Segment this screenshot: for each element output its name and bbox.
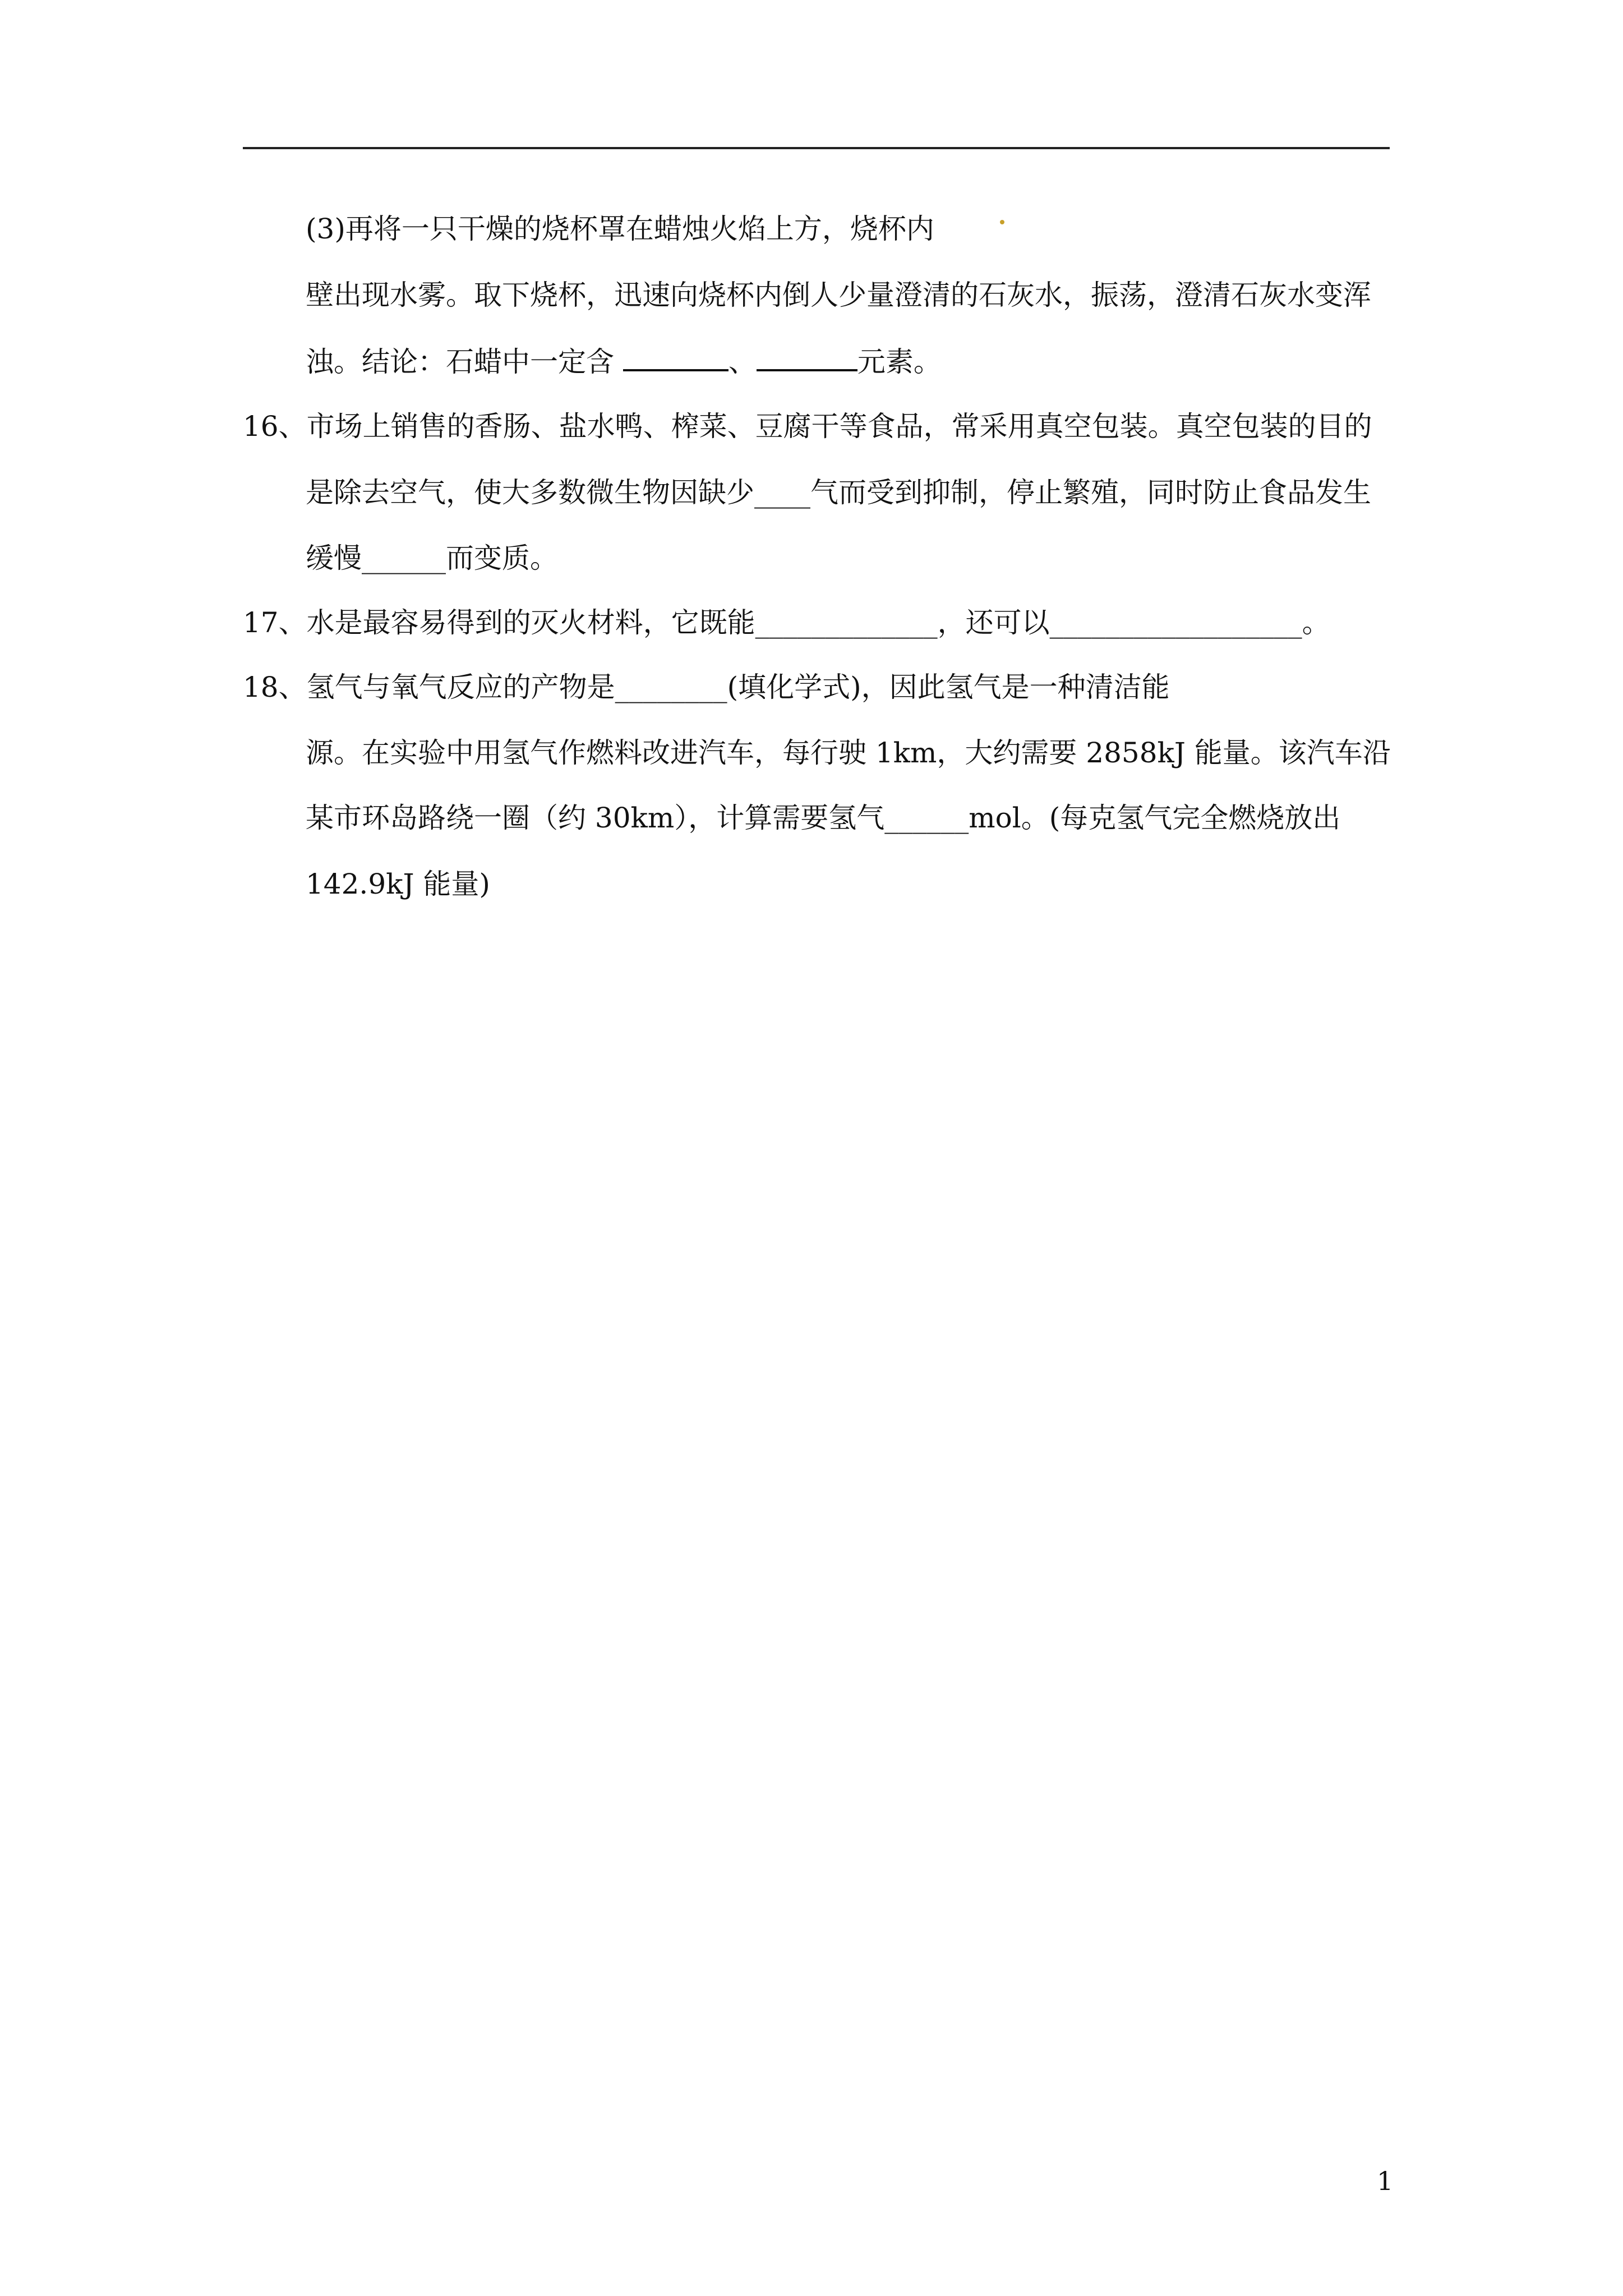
question-18-line-4: 142.9kJ 能量) — [306, 868, 490, 900]
element-blank-1 — [623, 343, 728, 371]
continuation-line-1: (3)再将一只干燥的烧杯罩在蜡烛火焰上方，烧杯内 — [306, 213, 934, 245]
question-16-line-1: 16、市场上销售的香肠、盐水鸭、榨菜、豆腐干等食品，常采用真空包装。真空包装的目的 — [243, 410, 1372, 443]
stray-dot-mark — [1000, 220, 1004, 224]
page-number: 1 — [1377, 2166, 1394, 2196]
question-18-line-3: 某市环岛路绕一圈（约 30km），计算需要氢气______mol。(每克氢气完全燃烧放出 — [306, 802, 1341, 834]
conclusion-text: 浊。结论：石蜡中一定含 — [306, 346, 623, 378]
header-rule — [243, 147, 1390, 149]
question-17-line-1: 17、水是最容易得到的灭火材料，它既能_____________，还可以__________________。 — [243, 606, 1330, 639]
separator: 、 — [728, 346, 757, 378]
question-18-line-2: 源。在实验中用氢气作燃料改进汽车，每行驶 1km，大约需要 2858kJ 能量。该汽车沿 — [306, 737, 1391, 769]
question-16-line-3: 缓慢______而变质。 — [306, 542, 558, 574]
conclusion-suffix: 元素。 — [857, 346, 942, 378]
question-18-line-1: 18、氢气与氧气反应的产物是________(填化学式)，因此氢气是一种清洁能 — [243, 671, 1170, 703]
continuation-line-2: 壁出现水雾。取下烧杯，迅速向烧杯内倒人少量澄清的石灰水，振荡，澄清石灰水变浑 — [306, 279, 1371, 311]
question-16-line-2: 是除去空气，使大多数微生物因缺少____气而受到抑制，停止繁殖，同时防止食品发生 — [306, 476, 1371, 509]
continuation-line-3 — [306, 343, 942, 379]
element-blank-2 — [757, 343, 857, 371]
